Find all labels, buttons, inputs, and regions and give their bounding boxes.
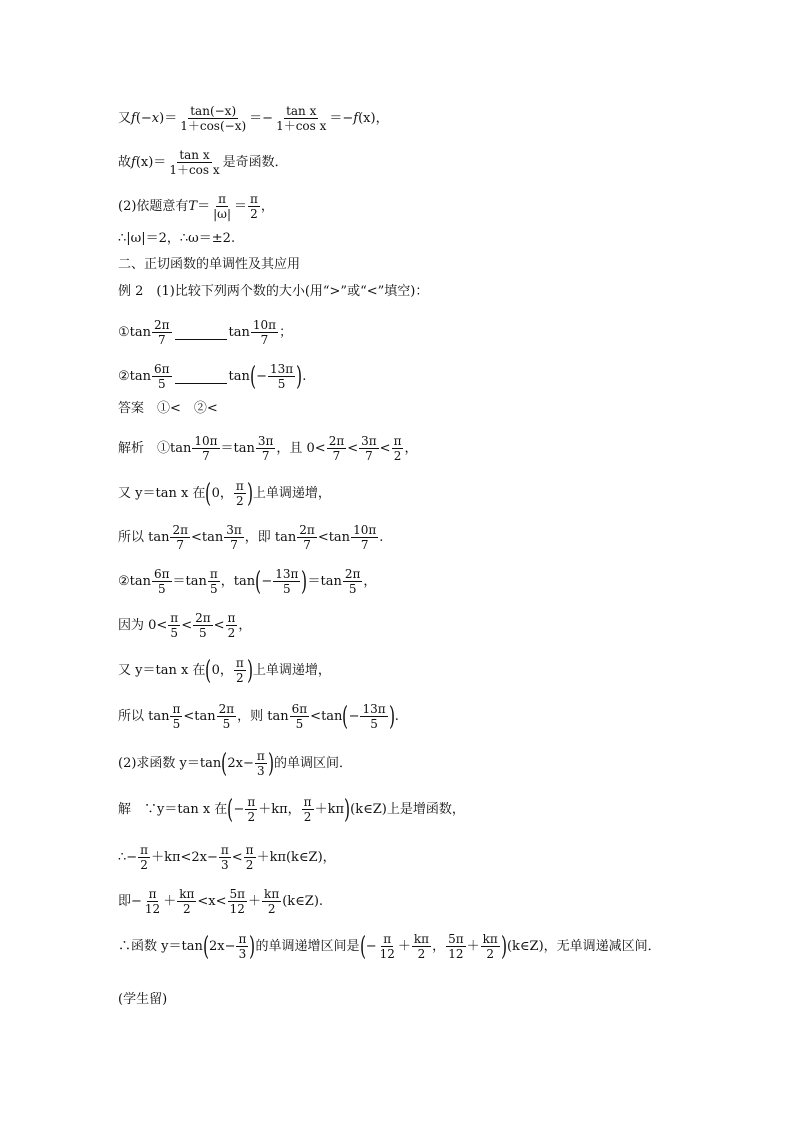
math-text: ， bbox=[404, 440, 418, 456]
fraction bbox=[327, 434, 347, 463]
math-text: ＋kπ(k∈Z)， bbox=[256, 849, 336, 865]
fraction bbox=[152, 362, 172, 391]
math-text: ； bbox=[279, 324, 293, 340]
math-text: < bbox=[347, 440, 359, 456]
math-text: 解 ∵y＝tan x 在 bbox=[118, 801, 228, 817]
math-text: 的单调递增区间是 bbox=[255, 938, 360, 954]
fraction bbox=[244, 843, 256, 872]
denominator: 2 bbox=[417, 947, 426, 961]
numerator: π bbox=[256, 749, 265, 763]
numerator: 6π bbox=[154, 362, 170, 376]
example-compare-1 bbox=[118, 318, 292, 347]
math-text: ， bbox=[260, 198, 274, 214]
denominator: 2 bbox=[235, 671, 244, 685]
math-text: ＝tan bbox=[307, 573, 342, 589]
numerator: 3π bbox=[257, 434, 274, 448]
analysis-line-6 bbox=[118, 656, 331, 685]
math-text: ＋kπ<2x− bbox=[151, 849, 218, 865]
denominator: 5 bbox=[348, 582, 357, 596]
numerator: 2π bbox=[344, 567, 361, 581]
bracket: ) bbox=[246, 478, 253, 509]
math-text: < bbox=[213, 617, 225, 633]
denominator: 5 bbox=[172, 717, 181, 731]
fraction bbox=[193, 611, 213, 640]
fraction bbox=[192, 434, 219, 463]
denominator: 2 bbox=[250, 207, 258, 221]
bracket: ) bbox=[500, 931, 507, 962]
numerator: 13π bbox=[269, 362, 294, 376]
fraction bbox=[208, 567, 220, 596]
math-text: ，即 tan bbox=[244, 529, 297, 545]
math-text: ②tan bbox=[118, 573, 152, 589]
numerator: π bbox=[393, 434, 402, 448]
numerator: kπ bbox=[413, 932, 430, 946]
math-text: ，则 tan bbox=[237, 708, 289, 724]
math-text: ＋kπ bbox=[314, 801, 344, 817]
numerator: 5π bbox=[448, 932, 464, 946]
denominator: 7 bbox=[260, 333, 269, 347]
numerator: 5π bbox=[229, 887, 246, 901]
math-text: 上单调递增， bbox=[252, 662, 331, 678]
numerator: π bbox=[245, 843, 254, 857]
fraction bbox=[234, 479, 246, 508]
numerator: tan x bbox=[286, 104, 317, 118]
answer-blank bbox=[175, 325, 227, 340]
fraction bbox=[152, 567, 172, 596]
fraction bbox=[290, 702, 310, 731]
denominator: 5 bbox=[210, 582, 218, 596]
math-text: 解析 ①tan bbox=[118, 440, 192, 456]
math-text: ， bbox=[432, 938, 446, 954]
numerator: π bbox=[227, 611, 236, 625]
fraction bbox=[228, 887, 248, 916]
fraction bbox=[248, 192, 260, 221]
denominator: 2 bbox=[303, 810, 312, 824]
math-text: < bbox=[231, 849, 243, 865]
denominator: 3 bbox=[257, 764, 265, 778]
numerator: π bbox=[247, 795, 256, 809]
math-text: − bbox=[233, 801, 245, 817]
math-text: 所以 tan bbox=[118, 529, 170, 545]
math-text: − bbox=[365, 938, 377, 954]
bracket: ) bbox=[296, 361, 303, 392]
fraction bbox=[245, 795, 257, 824]
bracket: ( bbox=[342, 701, 349, 732]
bracket: ) bbox=[301, 566, 308, 597]
analysis-line-7 bbox=[118, 702, 399, 731]
numerator: 10π bbox=[194, 434, 218, 448]
math-text: (k∈Z)上是增函数， bbox=[350, 801, 465, 817]
denominator: 7 bbox=[303, 538, 311, 552]
numerator: tan x bbox=[179, 148, 210, 162]
fraction bbox=[268, 362, 295, 391]
denominator: 5 bbox=[282, 582, 291, 596]
line-odd-conclusion bbox=[118, 148, 288, 177]
fraction bbox=[177, 887, 196, 916]
fraction bbox=[170, 702, 182, 731]
denominator: 2 bbox=[393, 449, 402, 463]
denominator: 7 bbox=[332, 449, 341, 463]
math-text: ∴− bbox=[118, 849, 138, 865]
bracket: ( bbox=[359, 931, 366, 962]
numerator: tan(−x) bbox=[190, 104, 237, 118]
denominator: 2 bbox=[486, 947, 495, 961]
bracket: ) bbox=[246, 655, 253, 686]
bracket: ) bbox=[249, 931, 256, 962]
numerator: 6π bbox=[291, 702, 308, 716]
math-text: )＝ bbox=[159, 110, 178, 126]
analysis-line-3 bbox=[118, 523, 383, 552]
solution-line-1 bbox=[118, 795, 465, 824]
numerator: π bbox=[148, 887, 157, 901]
math-text: ＝ bbox=[197, 198, 211, 214]
bracket: ( bbox=[205, 478, 212, 509]
fraction bbox=[251, 318, 278, 347]
fraction bbox=[236, 932, 248, 961]
numerator: 3π bbox=[226, 523, 242, 537]
numerator: 2π bbox=[218, 702, 235, 716]
denominator: 5 bbox=[295, 717, 304, 731]
example-2-prompt: 例 2 (1)比较下列两个数的大小(用“>”或“<”填空)： bbox=[118, 284, 429, 299]
math-text: ＋kπ， bbox=[258, 801, 301, 817]
math-text: ＝− bbox=[249, 110, 274, 126]
numerator: 6π bbox=[154, 567, 170, 581]
math-text: <tan bbox=[191, 529, 224, 545]
math-text: ∴函数 y＝tan bbox=[118, 938, 203, 954]
math-text: 0， bbox=[211, 485, 233, 501]
math-text: < bbox=[181, 617, 193, 633]
denominator: 2 bbox=[245, 858, 254, 872]
fraction bbox=[378, 932, 397, 961]
analysis-line-5 bbox=[118, 611, 251, 640]
fraction bbox=[359, 434, 379, 463]
numerator: 2π bbox=[195, 611, 211, 625]
fraction bbox=[152, 318, 172, 347]
math-text: − bbox=[261, 573, 273, 589]
numerator: 13π bbox=[362, 702, 386, 716]
numerator: π bbox=[209, 567, 218, 581]
math-text: <tan bbox=[310, 708, 343, 724]
denominator: 7 bbox=[202, 449, 210, 463]
numerator: 3π bbox=[361, 434, 377, 448]
math-text: 上单调递增， bbox=[252, 485, 331, 501]
numerator: π bbox=[250, 192, 258, 206]
math-text: <tan bbox=[317, 529, 351, 545]
math-text: 是奇函数． bbox=[222, 154, 288, 170]
numerator: 10π bbox=[353, 523, 377, 537]
denominator: 7 bbox=[230, 538, 238, 552]
fraction bbox=[360, 702, 387, 731]
fraction bbox=[255, 749, 267, 778]
math-text: ＝tan bbox=[220, 440, 255, 456]
math-text: ＋ bbox=[248, 893, 262, 909]
fraction bbox=[392, 434, 404, 463]
fraction bbox=[446, 932, 466, 961]
bracket: ) bbox=[267, 748, 274, 779]
denominator: 2 bbox=[235, 494, 244, 508]
example-2-part-2 bbox=[118, 749, 352, 778]
numerator: 2π bbox=[172, 523, 189, 537]
bracket: ( bbox=[227, 794, 234, 825]
math-text: f bbox=[353, 110, 359, 126]
math-text: tan bbox=[228, 324, 250, 340]
fraction bbox=[167, 148, 221, 177]
math-text: (2)求函数 y＝tan bbox=[118, 755, 222, 771]
denominator: 2 bbox=[267, 902, 276, 916]
numerator: π bbox=[172, 702, 181, 716]
numerator: π bbox=[303, 795, 312, 809]
math-text: ＝− bbox=[329, 110, 354, 126]
math-text: ＝tan bbox=[172, 573, 207, 589]
denominator: 7 bbox=[157, 333, 166, 347]
denominator: 7 bbox=[360, 538, 369, 552]
denominator: 5 bbox=[199, 626, 207, 640]
math-text: ＝ bbox=[233, 198, 247, 214]
bracket: ) bbox=[344, 794, 351, 825]
math-text: T bbox=[188, 198, 198, 214]
example-compare-2 bbox=[118, 362, 306, 391]
math-text: . bbox=[302, 368, 307, 384]
math-text: (2)依题意有 bbox=[118, 198, 189, 214]
numerator: kπ bbox=[264, 887, 280, 901]
section-heading: 二、正切函数的单调性及其应用 bbox=[118, 257, 301, 272]
bracket: ( bbox=[221, 748, 228, 779]
math-text: (x)， bbox=[358, 110, 389, 126]
math-text: . bbox=[379, 529, 384, 545]
math-text: ①tan bbox=[118, 324, 152, 340]
denominator: 1＋cos x bbox=[276, 119, 327, 133]
student-note: (学生留) bbox=[118, 992, 168, 1007]
solution-line-2 bbox=[118, 843, 336, 872]
numerator: π bbox=[220, 843, 229, 857]
math-text: ， bbox=[238, 617, 252, 633]
numerator: 2π bbox=[299, 523, 315, 537]
fraction bbox=[234, 656, 246, 685]
line-odd-check bbox=[118, 104, 389, 133]
math-text: ，tan bbox=[220, 573, 256, 589]
bracket: ( bbox=[249, 361, 257, 392]
denominator: 3 bbox=[221, 858, 229, 872]
fraction bbox=[211, 192, 233, 221]
fraction bbox=[256, 434, 276, 463]
numerator: 10π bbox=[252, 318, 277, 332]
math-text: 2x− bbox=[208, 938, 236, 954]
numerator: π bbox=[235, 479, 244, 493]
fraction bbox=[274, 104, 328, 133]
math-text: 所以 tan bbox=[118, 708, 170, 724]
math-text: − bbox=[348, 708, 360, 724]
fraction bbox=[297, 523, 317, 552]
numerator: π bbox=[235, 656, 244, 670]
fraction bbox=[412, 932, 431, 961]
math-text: < bbox=[379, 440, 391, 456]
fraction bbox=[273, 567, 300, 596]
solution-line-3 bbox=[118, 887, 323, 916]
denominator: 2 bbox=[182, 902, 191, 916]
denominator: 5 bbox=[370, 717, 378, 731]
fraction bbox=[178, 104, 248, 133]
math-text: <tan bbox=[183, 708, 216, 724]
numerator: kπ bbox=[179, 887, 195, 901]
solution-conclusion bbox=[118, 932, 661, 961]
numerator: π bbox=[383, 932, 392, 946]
denominator: 3 bbox=[238, 947, 247, 961]
denominator: 2 bbox=[227, 626, 236, 640]
denominator: 2 bbox=[140, 858, 148, 872]
math-text: (k∈Z). bbox=[282, 893, 324, 909]
math-text: (x)＝ bbox=[135, 154, 167, 170]
line-omega: ∴|ω|＝2，∴ω＝±2. bbox=[118, 231, 236, 246]
numerator: π bbox=[140, 843, 149, 857]
fraction bbox=[351, 523, 378, 552]
denominator: 12 bbox=[144, 902, 161, 916]
math-text: (k∈Z)，无单调递减区间． bbox=[506, 938, 661, 954]
numerator: π bbox=[218, 192, 226, 206]
denominator: 7 bbox=[176, 538, 185, 552]
fraction bbox=[219, 843, 231, 872]
math-text: x bbox=[151, 110, 160, 126]
denominator: 12 bbox=[379, 947, 395, 961]
math-text: ＋ bbox=[163, 893, 177, 909]
numerator: π bbox=[238, 932, 247, 946]
numerator: 2π bbox=[328, 434, 345, 448]
denominator: 7 bbox=[365, 449, 373, 463]
fraction bbox=[226, 611, 238, 640]
denominator: 1＋cos(−x) bbox=[180, 119, 247, 133]
denominator: |ω| bbox=[213, 207, 231, 221]
denominator: 5 bbox=[157, 582, 166, 596]
fraction bbox=[138, 843, 150, 872]
bracket: ) bbox=[388, 701, 395, 732]
analysis-line-2 bbox=[118, 479, 331, 508]
bracket: ( bbox=[202, 931, 209, 962]
denominator: 12 bbox=[229, 902, 245, 916]
denominator: 5 bbox=[222, 717, 231, 731]
math-text: 2x− bbox=[227, 755, 254, 771]
denominator: 5 bbox=[157, 377, 166, 391]
math-text: 又 y＝tan x 在 bbox=[118, 485, 206, 501]
line-period bbox=[118, 192, 274, 221]
answer-blank bbox=[175, 369, 227, 384]
math-text: ，且 0< bbox=[276, 440, 326, 456]
math-text: (− bbox=[135, 110, 152, 126]
numerator: kπ bbox=[482, 932, 498, 946]
fraction bbox=[302, 795, 314, 824]
math-text: ②tan bbox=[118, 368, 152, 384]
numerator: 2π bbox=[154, 318, 170, 332]
math-text: f bbox=[131, 110, 136, 126]
fraction bbox=[168, 611, 180, 640]
fraction bbox=[343, 567, 363, 596]
math-text: ， bbox=[363, 573, 377, 589]
analysis-line-4 bbox=[118, 567, 376, 596]
math-text: f bbox=[131, 154, 136, 170]
denominator: 5 bbox=[277, 377, 286, 391]
denominator: 12 bbox=[448, 947, 464, 961]
answer-line: 答案 ①< ②< bbox=[118, 401, 218, 416]
fraction bbox=[481, 932, 500, 961]
math-text: <x< bbox=[197, 893, 227, 909]
denominator: 7 bbox=[261, 449, 270, 463]
math-text: . bbox=[394, 708, 399, 724]
denominator: 2 bbox=[247, 810, 256, 824]
denominator: 5 bbox=[170, 626, 179, 640]
fraction bbox=[143, 887, 162, 916]
math-text: 又 y＝tan x 在 bbox=[118, 662, 206, 678]
bracket: ( bbox=[255, 566, 262, 597]
math-text: 又 bbox=[118, 110, 132, 126]
fraction bbox=[217, 702, 237, 731]
bracket: ( bbox=[205, 655, 212, 686]
math-text: 0， bbox=[211, 662, 233, 678]
numerator: π bbox=[170, 611, 179, 625]
math-text: tan bbox=[228, 368, 250, 384]
math-text: 的单调区间． bbox=[273, 755, 352, 771]
fraction bbox=[224, 523, 244, 552]
analysis-line-1 bbox=[118, 434, 417, 463]
denominator: 1＋cos x bbox=[169, 163, 220, 177]
math-text: ＋ bbox=[397, 938, 411, 954]
numerator: 13π bbox=[275, 567, 299, 581]
math-text: 因为 0< bbox=[118, 617, 168, 633]
math-text: 故 bbox=[118, 154, 132, 170]
math-text: 即− bbox=[118, 893, 142, 909]
math-text: ＋ bbox=[466, 938, 480, 954]
math-text: − bbox=[256, 368, 267, 384]
fraction bbox=[170, 523, 190, 552]
fraction bbox=[262, 887, 281, 916]
